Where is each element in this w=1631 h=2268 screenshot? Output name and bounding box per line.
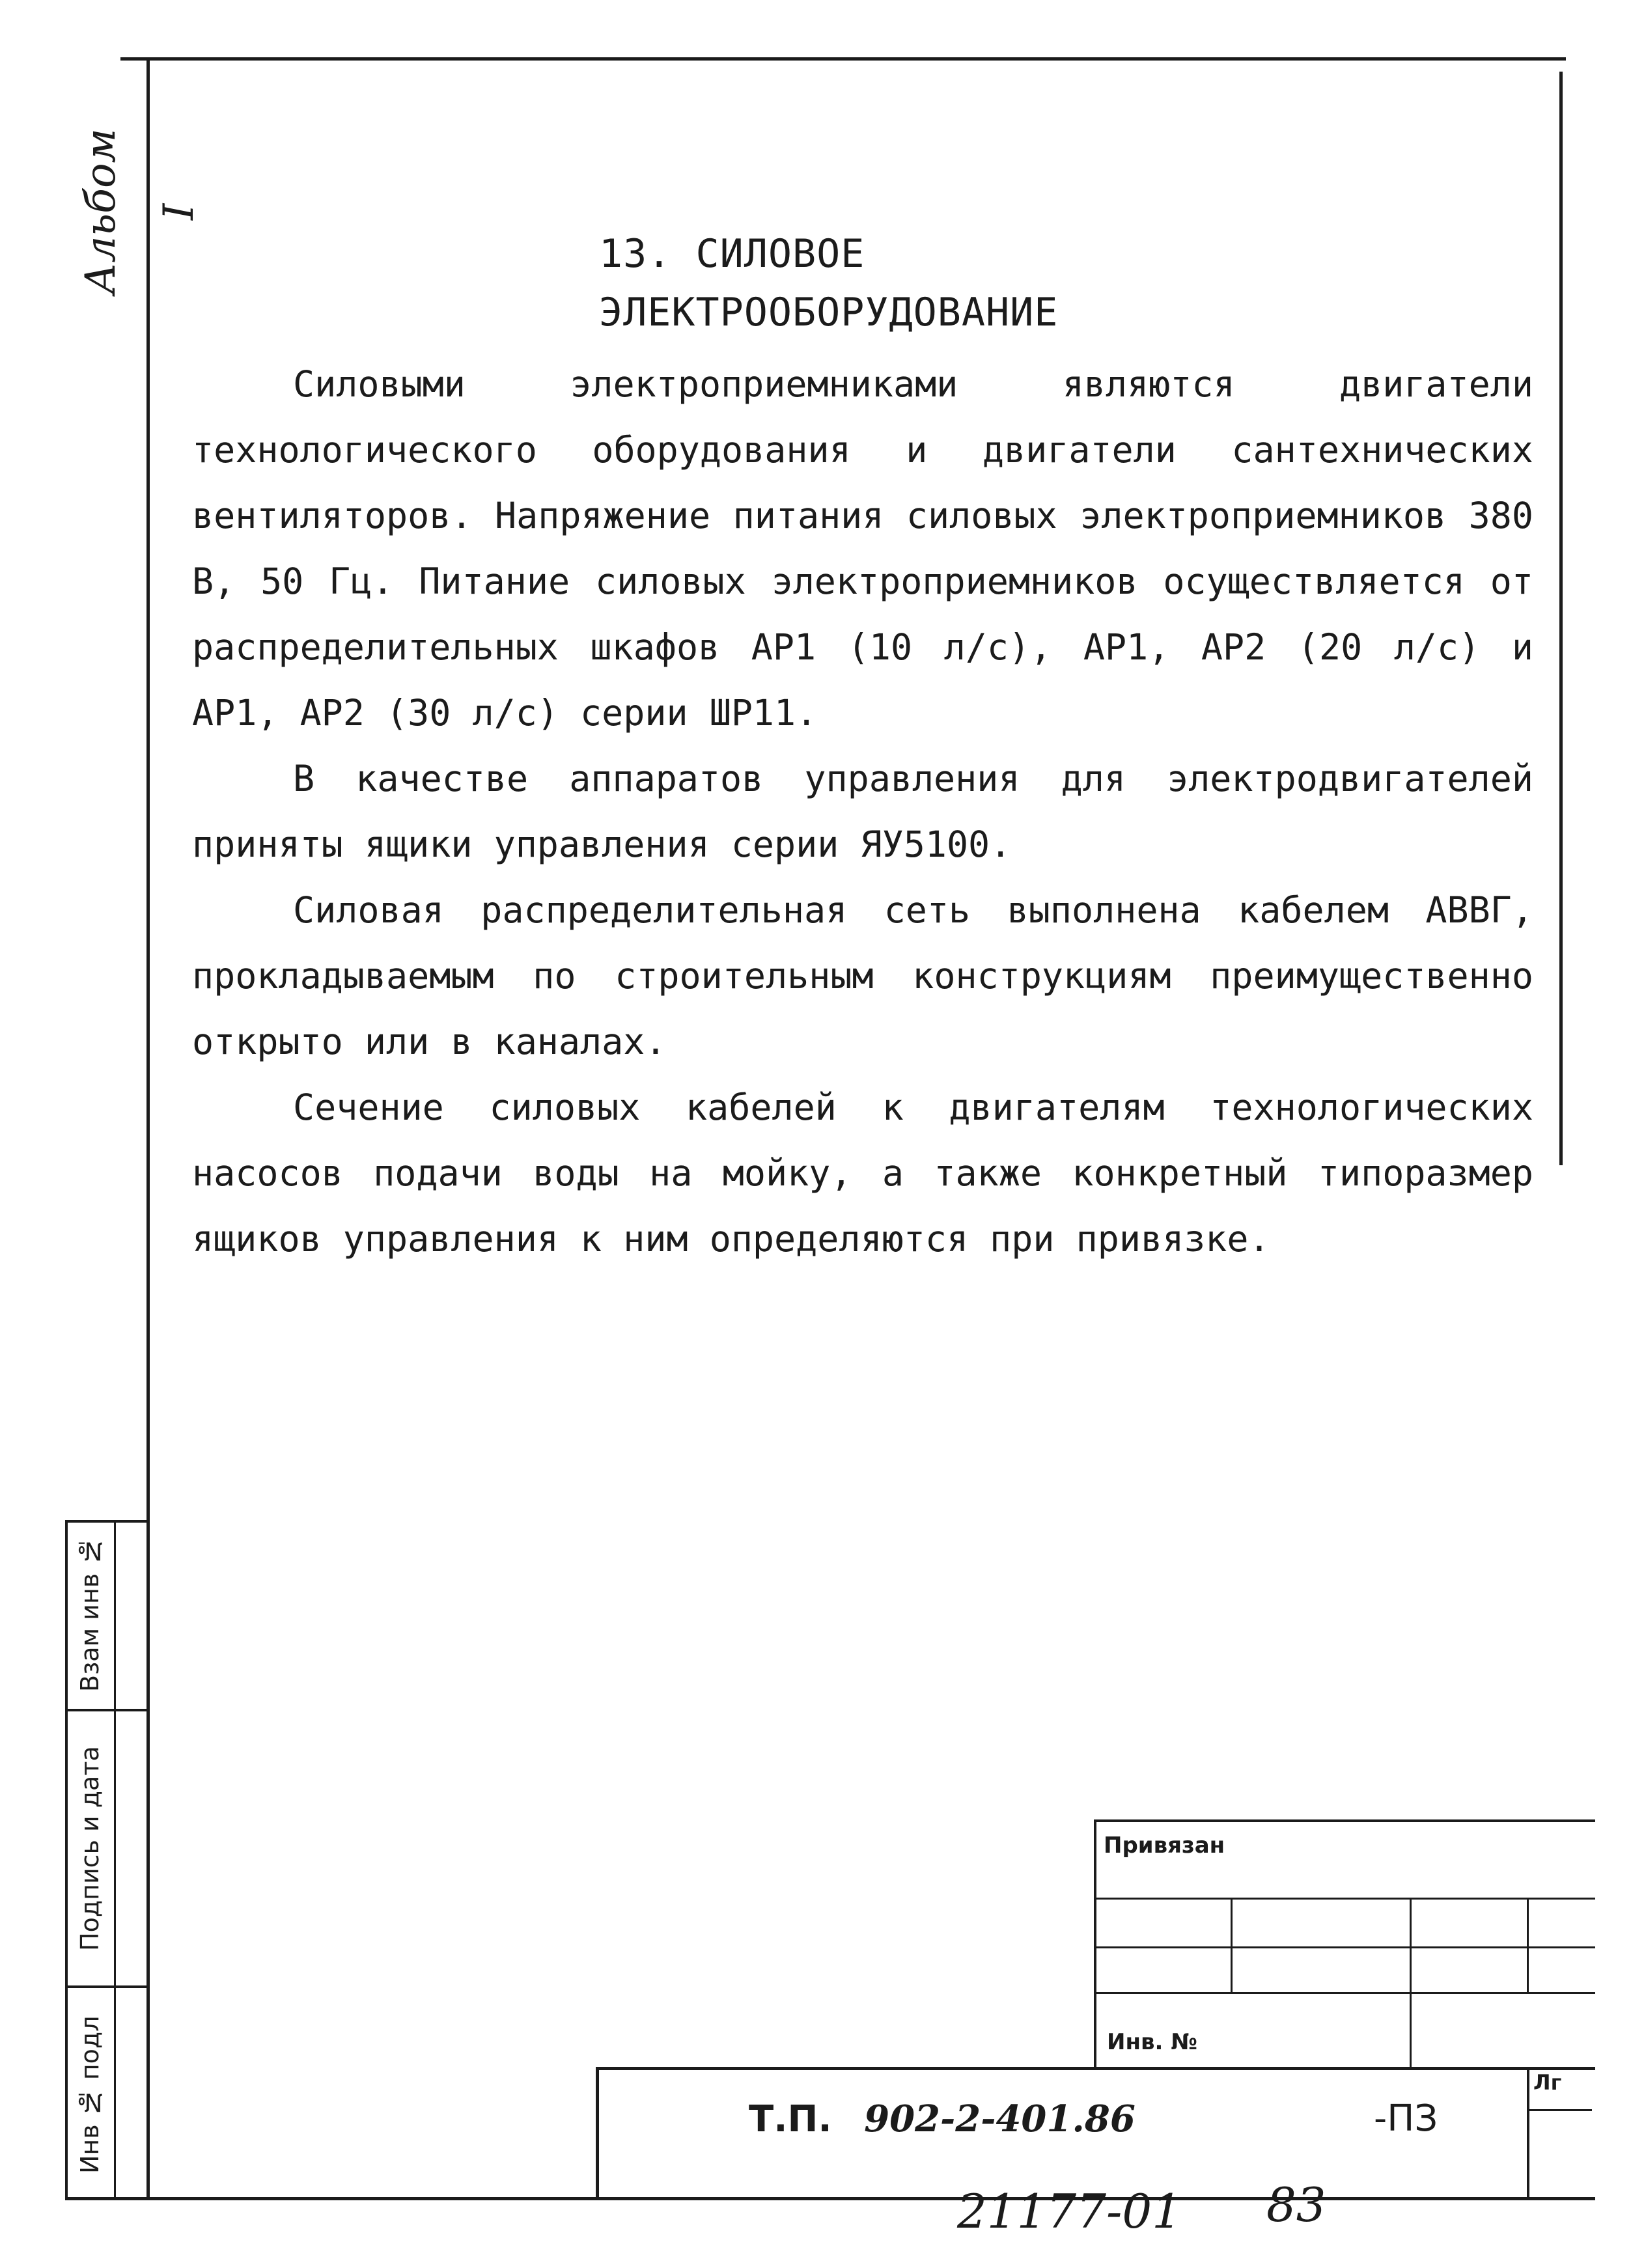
binding-col-3 [1527,1898,1529,1992]
paragraph-4: Сечение силовых кабелей к двигателям технологических насосов подачи воды на мойку, а также конкретный типоразмер ящиков управления к ним определяются при привязке. [192,1086,1533,1260]
left-stamp-top [65,1520,150,1523]
title-block-top [596,2067,1595,2070]
doc-number: 902-2-401.86 [864,2097,1136,2140]
inv-podl-label: Инв № подл [76,2015,104,2174]
linked-label: Привязан [1104,1832,1225,1859]
binding-row-2 [1094,1946,1595,1948]
binding-box-left [1094,1819,1096,2070]
left-stamp-sep-1 [65,1709,150,1711]
left-stamp-sep-2 [65,1985,150,1988]
section-title: 13. СИЛОВОЕ ЭЛЕКТРООБОРУДОВАНИЕ [599,231,1059,335]
inv-no-label: Инв. № [1107,2029,1198,2055]
frame-bottom-line [65,2197,1595,2200]
frame-left-line [146,59,150,2200]
doc-prefix: Т.П. [749,2098,832,2140]
binding-row-3 [1094,1992,1595,1994]
binding-col-2 [1410,1898,1412,2067]
binding-row-1 [1094,1898,1595,1900]
paragraph-3: Силовая распределительная сеть выполнена кабелем АВВГ, прокладываемым по строительным конструкциям преимущественно открыто или в каналах. [192,889,1533,1062]
album-label: Альбом I [77,128,203,295]
binding-box-top [1094,1819,1595,1822]
paragraph-1: Силовыми электроприемниками являются двигатели технологического оборудования и двигатели сантехнических вентиляторов. Напряжение питания силовых электроприемников 380 В, 50 Гц. Питание силовых электроприемников осуществляется от распределительных шкафов АР1 (10 л/с), АР1, АР2 (20 л/с) и АР1, АР2 (30 л/с) серии ШР11. [192,363,1533,734]
archive-number: 21177-01 [957,2184,1182,2239]
doc-suffix: -ПЗ [1374,2097,1438,2140]
binding-col-1 [1231,1898,1233,1992]
frame-top-line [120,57,1566,61]
page-number: 83 [1266,2178,1326,2232]
doc-code [749,2097,1136,2140]
signature-date-label: Подпись и дата [76,1746,104,1952]
sheet-label: Лг [1533,2070,1562,2095]
title-block-right-col [1527,2067,1529,2200]
title-block-left [596,2067,599,2200]
body-text [192,352,1533,1272]
title-block-sheet-sep [1527,2109,1592,2111]
frame-right-line [1559,72,1563,1165]
paragraph-2: В качестве аппаратов управления для электродвигателей приняты ящики управления серии ЯУ5100. [192,758,1533,865]
vzam-inv-label: Взам инв № [76,1536,104,1693]
